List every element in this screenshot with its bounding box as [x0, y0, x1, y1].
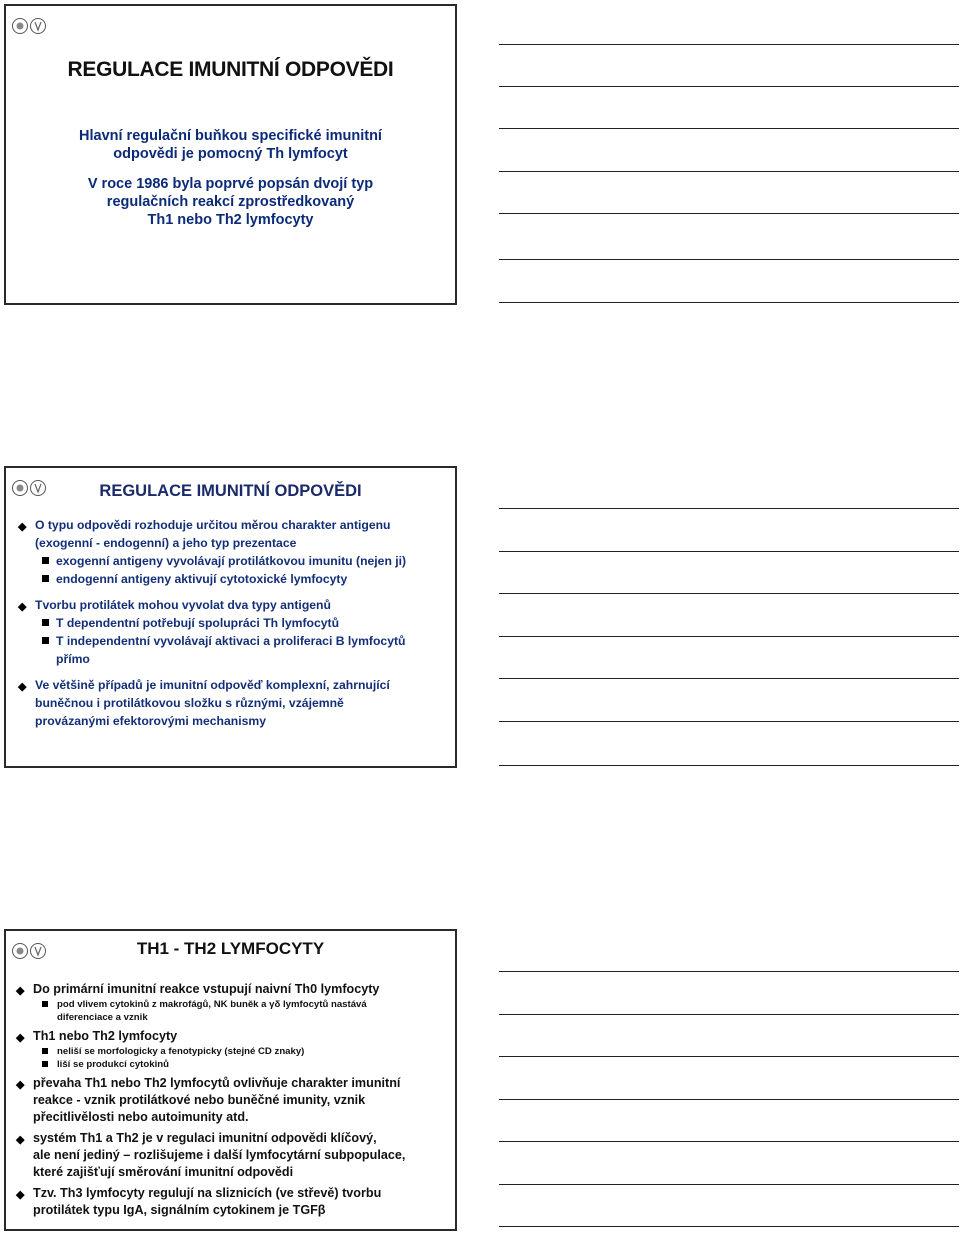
- text-line: provázanými efektorovými mechanismy: [35, 714, 266, 728]
- note-line: [499, 508, 959, 509]
- square-bullet-icon: [42, 1001, 48, 1007]
- text-line: Tzv. Th3 lymfocyty regulují na sliznicích (ve střevě) tvorbu: [33, 1186, 382, 1200]
- text-line: Hlavní regulační buňkou specifické imunitní: [79, 128, 382, 144]
- bullet-item: [18, 516, 449, 588]
- text-line: regulačních reakcí zprostředkovaný: [106, 194, 355, 210]
- bullet-item: [16, 1185, 449, 1219]
- note-line: [499, 86, 959, 87]
- diamond-bullet-icon: ◆: [16, 985, 25, 997]
- note-line: [499, 213, 959, 214]
- diamond-bullet-icon: ◆: [18, 681, 27, 693]
- note-line: [499, 678, 959, 679]
- diamond-bullet-icon: ◆: [16, 1079, 25, 1091]
- notes-column: [499, 0, 959, 1234]
- text-line: Ve většině případů je imunitní odpověď komplexní, zahrnující: [35, 678, 390, 692]
- paragraph: [6, 175, 455, 229]
- sub-bullet-item: [35, 570, 449, 588]
- text-line: diferenciace a vznik: [57, 1012, 148, 1023]
- diamond-bullet-icon: ◆: [16, 1189, 25, 1201]
- diamond-bullet-icon: ◆: [16, 1134, 25, 1146]
- text-line: přímo: [56, 652, 90, 666]
- text-line: T independentní vyvolávají aktivaci a proliferaci B lymfocytů: [56, 634, 406, 648]
- slide-title: REGULACE IMUNITNÍ ODPOVĚDI: [67, 58, 394, 81]
- square-bullet-icon: [42, 637, 49, 644]
- note-line: [499, 171, 959, 172]
- university-seal-icon: [11, 11, 47, 41]
- paragraph: [6, 127, 455, 163]
- sub-bullet-item: [35, 632, 449, 668]
- sub-bullet-item: [35, 552, 449, 570]
- bullet-item: [18, 596, 449, 668]
- diamond-bullet-icon: ◆: [18, 601, 27, 613]
- slide-body: [16, 981, 449, 1223]
- text-line: ale není jediný – rozlišujeme i další lymfocytární subpopulace,: [33, 1148, 406, 1162]
- text-line: pod vlivem cytokinů z makrofágů, NK buněk a γδ lymfocytů nastává: [57, 999, 367, 1010]
- text-line: odpovědi je pomocný Th lymfocyt: [113, 146, 348, 162]
- bullet-item: [16, 1130, 449, 1181]
- bullet-item: [16, 1075, 449, 1126]
- note-line: [499, 259, 959, 260]
- text-line: liší se produkcí cytokinů: [57, 1059, 169, 1070]
- note-line: [499, 636, 959, 637]
- note-line: [499, 593, 959, 594]
- note-line: [499, 765, 959, 766]
- note-line: [499, 1056, 959, 1057]
- slide-body: [6, 127, 455, 241]
- square-bullet-icon: [42, 619, 49, 626]
- text-line: O typu odpovědi rozhoduje určitou měrou charakter antigenu: [35, 518, 391, 532]
- note-line: [499, 1226, 959, 1227]
- bullet-item: [18, 676, 449, 730]
- slide-2: [4, 466, 457, 768]
- text-line: V roce 1986 byla poprvé popsán dvojí typ: [87, 176, 374, 192]
- text-line: endogenní antigeny aktivují cytotoxické lymfocyty: [56, 572, 348, 586]
- square-bullet-icon: [42, 1048, 48, 1054]
- text-line: Tvorbu protilátek mohou vyvolat dva typy antigenů: [35, 598, 331, 612]
- text-line: Th1 nebo Th2 lymfocyty: [147, 212, 314, 228]
- text-line: které zajišťují směrování imunitní odpovědi: [33, 1165, 294, 1179]
- note-line: [499, 721, 959, 722]
- text-line: (exogenní - endogenní) a jeho typ prezentace: [35, 536, 297, 550]
- diamond-bullet-icon: ◆: [16, 1032, 25, 1044]
- sub-bullet-item: [33, 1058, 449, 1071]
- slide-title: REGULACE IMUNITNÍ ODPOVĚDI: [99, 482, 362, 500]
- sub-bullet-item: [35, 614, 449, 632]
- text-line: Do primární imunitní reakce vstupují naivní Th0 lymfocyty: [33, 982, 380, 996]
- note-line: [499, 1014, 959, 1015]
- square-bullet-icon: [42, 575, 49, 582]
- slide-body: [18, 516, 449, 735]
- slide-3: [4, 929, 457, 1231]
- text-line: neliší se morfologicky a fenotypicky (stejné CD znaky): [57, 1046, 305, 1057]
- note-line: [499, 128, 959, 129]
- note-line: [499, 971, 959, 972]
- bullet-item: [16, 981, 449, 1024]
- text-line: buněčnou i protilátkovou složku s různými, vzájemně: [35, 696, 344, 710]
- sub-bullet-item: [33, 1045, 449, 1058]
- note-line: [499, 44, 959, 45]
- text-line: reakce - vznik protilátkové nebo buněčné imunity, vznik: [33, 1093, 366, 1107]
- note-line: [499, 302, 959, 303]
- text-line: exogenní antigeny vyvolávají protilátkovou imunitu (nejen ji): [56, 554, 407, 568]
- square-bullet-icon: [42, 557, 49, 564]
- note-line: [499, 1141, 959, 1142]
- sub-bullet-item: [33, 998, 449, 1024]
- text-line: převaha Th1 nebo Th2 lymfocytů ovlivňuje charakter imunitní: [33, 1076, 401, 1090]
- note-line: [499, 1099, 959, 1100]
- text-line: T dependentní potřebují spolupráci Th lymfocytů: [56, 616, 340, 630]
- text-line: přecitlivělosti nebo autoimunity atd.: [33, 1110, 249, 1124]
- slide-title: TH1 - TH2 LYMFOCYTY: [136, 939, 325, 958]
- text-line: systém Th1 a Th2 je v regulaci imunitní odpovědi klíčový,: [33, 1131, 377, 1145]
- text-line: protilátek typu IgA, signálním cytokinem je TGFβ: [33, 1203, 326, 1217]
- note-line: [499, 1184, 959, 1185]
- square-bullet-icon: [42, 1061, 48, 1067]
- bullet-item: [16, 1028, 449, 1071]
- text-line: Th1 nebo Th2 lymfocyty: [33, 1029, 178, 1043]
- slide-1: [4, 4, 457, 305]
- note-line: [499, 551, 959, 552]
- diamond-bullet-icon: ◆: [18, 521, 27, 533]
